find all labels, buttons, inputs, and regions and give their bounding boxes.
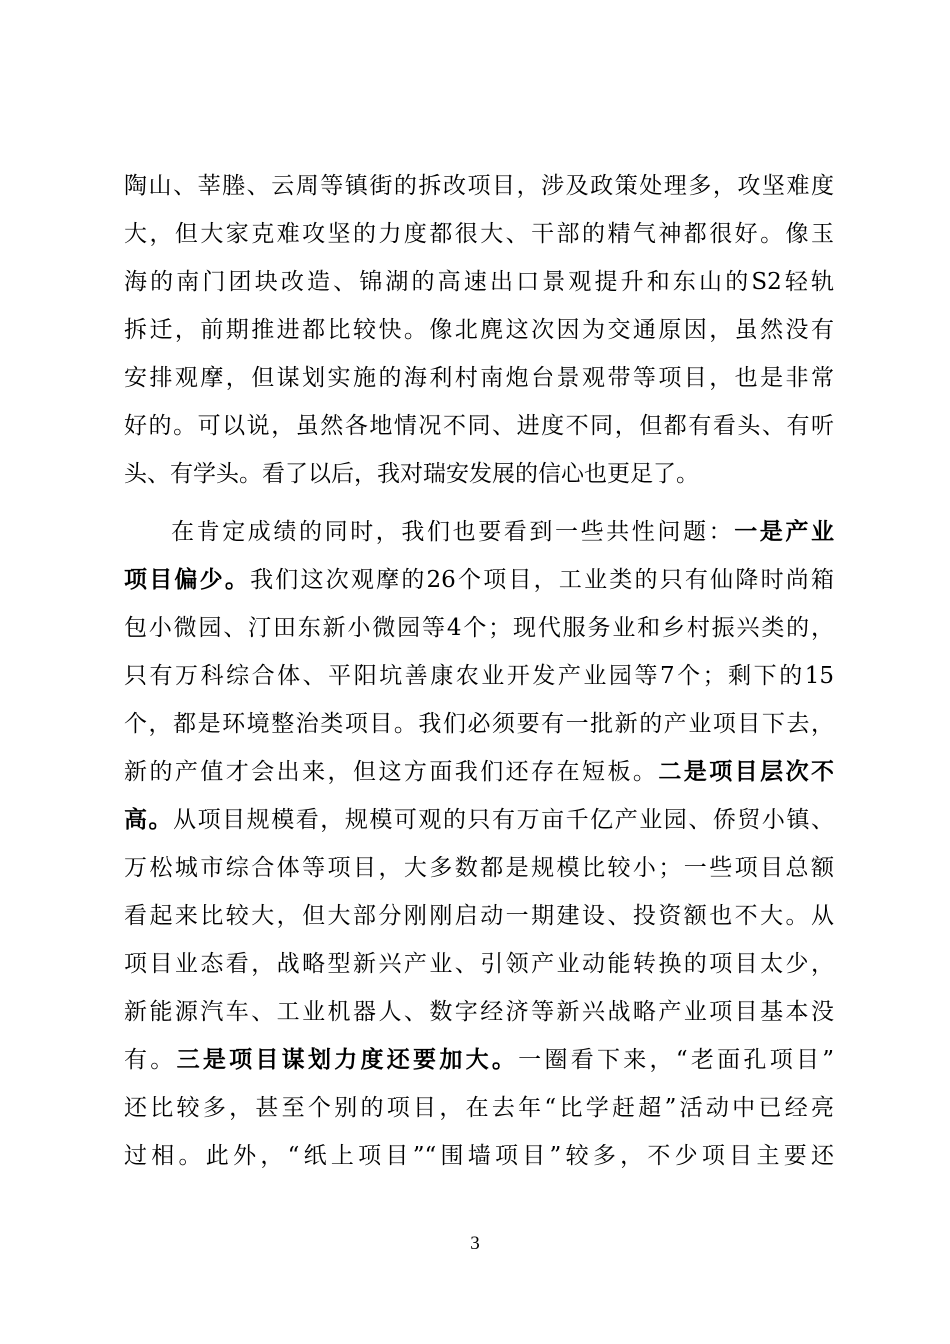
text-line: 看起来比较大，但大部分刚刚启动一期建设、投资额也不大。从 [124,903,834,929]
text-line [124,796,834,844]
text-line [124,748,834,796]
text-line: 新能源汽车、工业机器人、数字经济等新兴战略产业项目基本没 [124,999,834,1025]
bold-heading-2: 二是项目层次不 [658,758,835,785]
text-line [124,1036,834,1084]
text-line: 万松城市综合体等项目，大多数都是规模比较小；一些项目总额 [124,855,834,881]
line-text: 我们这次观摩的26个项目，工业类的只有仙降时尚箱 [250,567,834,593]
text-line: 陶山、莘塍、云周等镇街的拆改项目，涉及政策处理多，攻坚难度 [124,173,834,199]
page-number: 3 [470,1233,480,1254]
text-line [124,508,834,556]
text-line: 个，都是环境整治类项目。我们必须要有一批新的产业项目下去， [124,711,834,737]
text-line: 项目业态看，战略型新兴产业、引领产业动能转换的项目太少， [124,951,834,977]
paragraph-2 [124,508,834,1180]
document-body [124,162,834,1180]
text-line: 海的南门团块改造、锦湖的高速出口景观提升和东山的S2轻轨 [124,269,834,295]
text-line: 只有万科综合体、平阳坑善康农业开发产业园等7个；剩下的15 [124,663,834,689]
bold-heading-1-cont: 项目偏少。 [124,566,251,593]
line-text: 新的产值才会出来，但这方面我们还存在短板。 [124,759,659,785]
line-text: 在肯定成绩的同时，我们也要看到一些共性问题： [171,519,735,545]
text-line: 还比较多，甚至个别的项目，在去年“比学赶超”活动中已经亮 [124,1095,834,1121]
text-line [124,556,834,604]
text-line: 安排观摩，但谋划实施的海利村南炮台景观带等项目，也是非常 [124,365,834,391]
line-text: 有。 [124,1047,177,1073]
bold-heading-3: 三是项目谋划力度还要加大。 [176,1046,519,1073]
text-line: 包小微园、汀田东新小微园等4个；现代服务业和乡村振兴类的， [124,615,834,641]
line-text: 一圈看下来，“老面孔项目” [518,1047,835,1073]
text-line: 大，但大家克难攻坚的力度都很大、干部的精气神都很好。像玉 [124,221,834,247]
text-line: 好的。可以说，虽然各地情况不同、进度不同，但都有看头、有听 [124,413,834,439]
text-line: 过相。此外，“纸上项目”“围墙项目”较多，不少项目主要还 [124,1143,834,1169]
bold-heading-2-cont: 高。 [124,806,174,833]
text-line: 拆迁，前期推进都比较快。像北麂这次因为交通原因，虽然没有 [124,317,834,343]
bold-heading-1: 一是产业 [734,518,835,545]
paragraph-1 [124,162,834,498]
line-text: 从项目规模看，规模可观的只有万亩千亿产业园、侨贸小镇、 [173,807,835,833]
text-line: 头、有学头。看了以后，我对瑞安发展的信心也更足了。 [124,461,699,487]
